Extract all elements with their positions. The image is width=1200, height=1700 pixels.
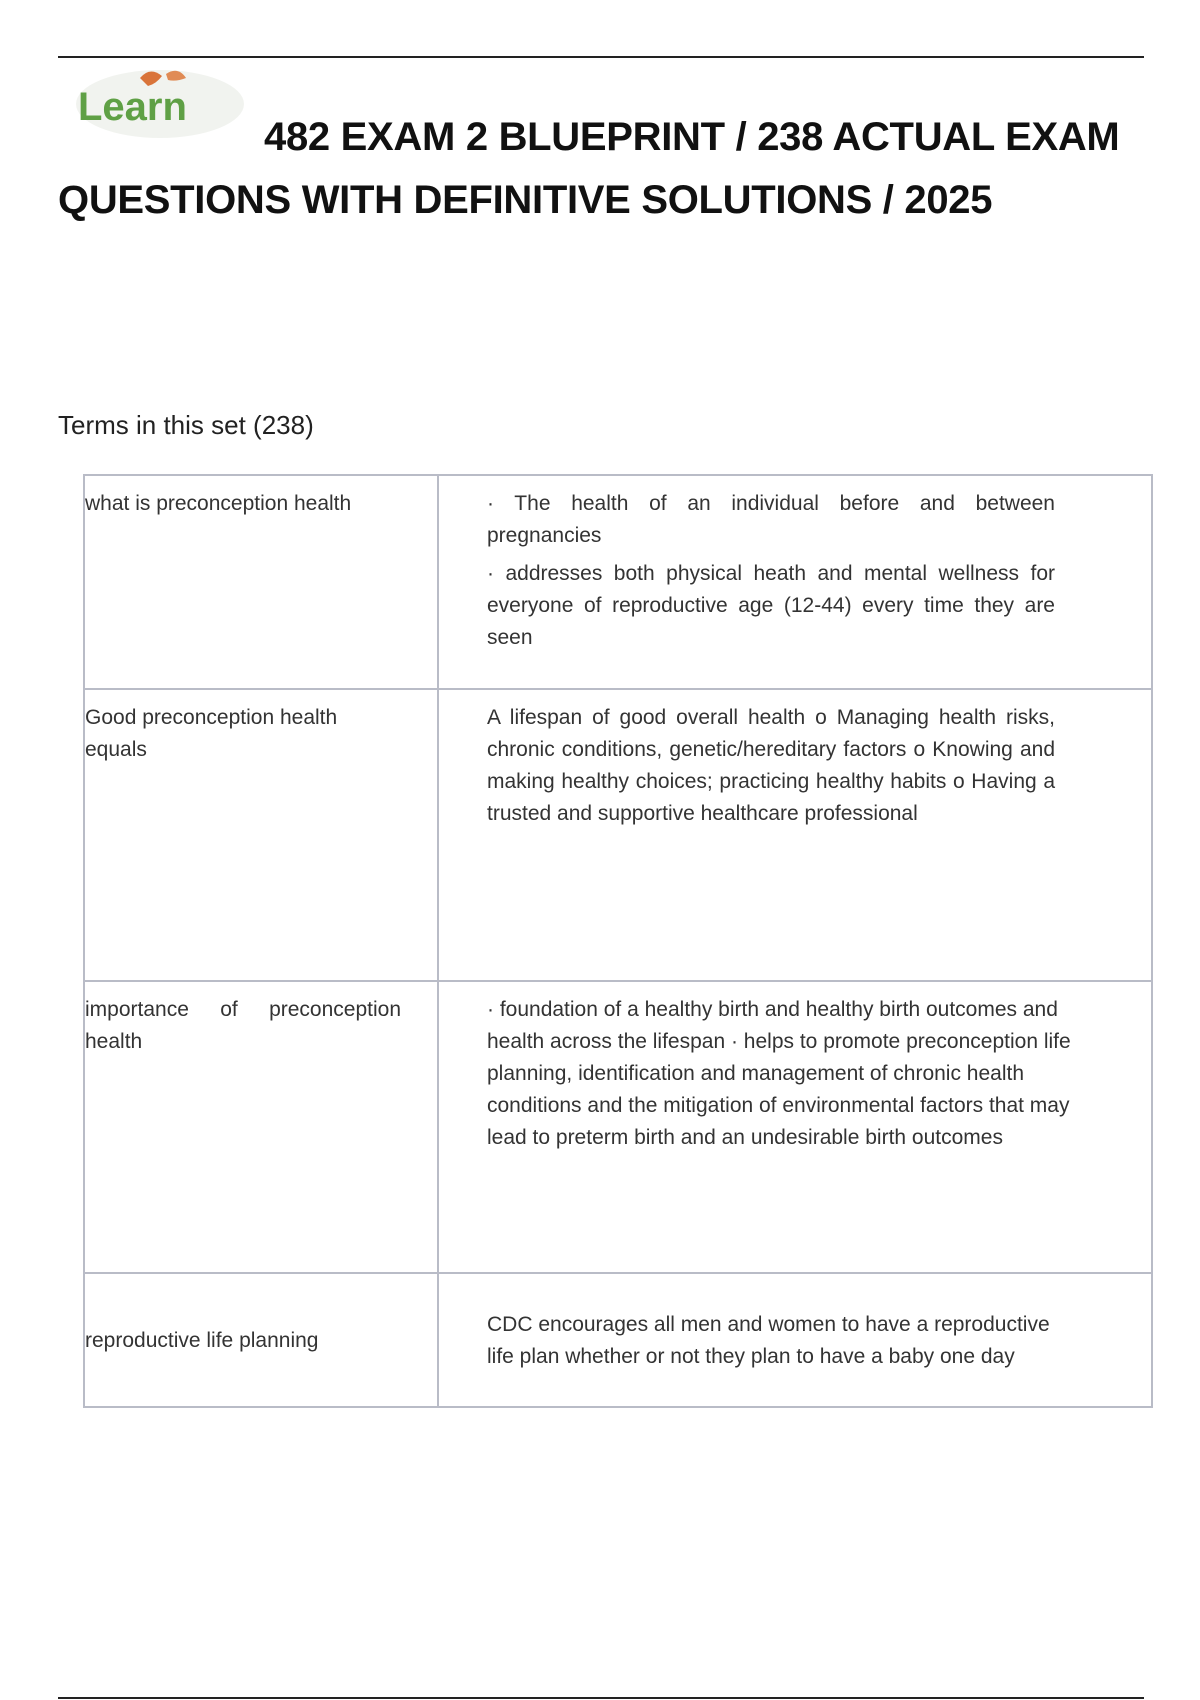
- table-row: [84, 689, 1152, 981]
- document-title: 482 EXAM 2 BLUEPRINT / 238 ACTUAL EXAM QUESTIONS WITH DEFINITIVE SOLUTIONS / 2025: [58, 115, 1120, 222]
- definition-cell: [438, 981, 1152, 1273]
- table-row: [84, 981, 1152, 1273]
- definition-line: A lifespan of good overall health o Managing health risks, chronic conditions, genetic/hereditary factors o Knowing and making healthy choices; practicing healthy habits o Having a trusted and supportive healthcare professional: [487, 706, 1055, 825]
- definition-cell: [438, 475, 1152, 689]
- definition-line: · addresses both physical heath and mental wellness for everyone of reproductive age (12-44) every time they are seen: [487, 562, 1055, 649]
- bottom-rule: [58, 1697, 1144, 1699]
- definition-cell: [438, 1273, 1152, 1407]
- table-row: [84, 475, 1152, 689]
- definition-line: · foundation of a healthy birth and healthy birth outcomes and health across the lifespan · helps to promote preconception life planning, identification and management of chronic health conditions and the mitigation of environmental factors that may lead to preterm birth and an undesirable birth outcomes: [487, 998, 1071, 1149]
- set-heading: Terms in this set (238): [58, 410, 314, 440]
- term-cell: Good preconception health equals: [84, 689, 438, 981]
- definition-line: CDC encourages all men and women to have a reproductive life plan whether or not they plan to have a baby one day: [487, 1313, 1050, 1368]
- table-row: [84, 1273, 1152, 1407]
- terms-table: [83, 474, 1153, 1408]
- top-rule: [58, 56, 1144, 58]
- term-cell: what is preconception health: [84, 475, 438, 689]
- definition-cell: [438, 689, 1152, 981]
- term-cell: importance of preconception health: [84, 981, 438, 1273]
- logo-text: Learn: [78, 85, 187, 129]
- term-cell: reproductive life planning: [84, 1273, 438, 1407]
- definition-line: · The health of an individual before and between pregnancies: [487, 492, 1055, 547]
